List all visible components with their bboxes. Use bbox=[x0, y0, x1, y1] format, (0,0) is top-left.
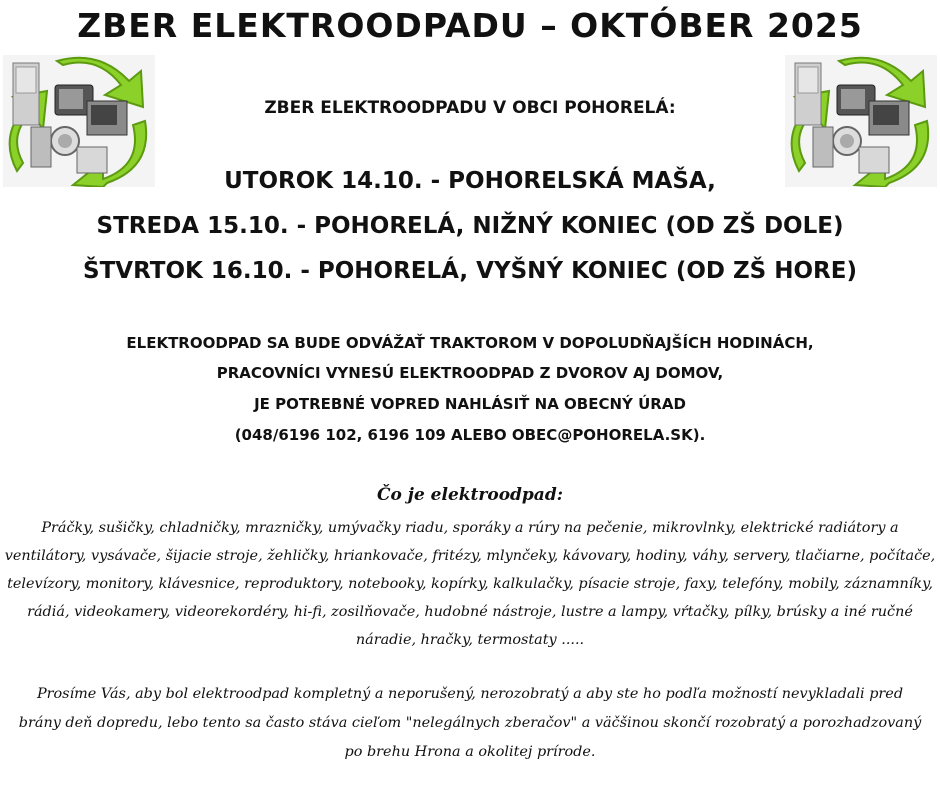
info-line: JE POTREBNÉ VOPRED NAHLÁSIŤ NA OBECNÝ ÚRAD bbox=[254, 395, 686, 413]
subtitle: ZBER ELEKTROODPADU V OBCI POHORELÁ: bbox=[264, 98, 676, 118]
schedule-line: UTOROK 14.10. - POHORELSKÁ MAŠA, bbox=[224, 168, 716, 194]
items-paragraph: Práčky, sušičky, chladničky, mrazničky, umývačky riadu, sporáky a rúry na pečenie, mikrovlnky, elektrické radiátory a ventilátory, vysávače, šijacie stroje, žehličky, hriankovače, fritézy, mlynčeky, kávovary, hodiny, váhy, servery, tlačiarne, počítače, televízory, monitory, klávesnice, reproduktory, notebooky, kopírky, kalkulačky, písacie stroje, faxy, telefóny, mobily, záznamníky, rádiá, videokamery, videorekordéry, hi-fi, zosilňovače, hudobné nástroje, lustre a lampy, vŕtačky, pílky, brúsky a iné ručné náradie, hračky, termostaty ..... bbox=[4, 520, 936, 648]
page-title: ZBER ELEKTROODPADU – OKTÓBER 2025 bbox=[77, 6, 863, 45]
info-line: ELEKTROODPAD SA BUDE ODVÁŽAŤ TRAKTOROM V DOPOLUDŇAJŠÍCH HODINÁCH, bbox=[126, 334, 814, 352]
schedule-line: ŠTVRTOK 16.10. - POHORELÁ, VYŠNÝ KONIEC (OD ZŠ HORE) bbox=[83, 258, 857, 284]
info-line: (048/6196 102, 6196 109 ALEBO OBEC@POHORELA.SK). bbox=[234, 426, 706, 444]
schedule-line: STREDA 15.10. - POHORELÁ, NIŽNÝ KONIEC (OD ZŠ DOLE) bbox=[96, 213, 844, 239]
info-line: PRACOVNÍCI VYNESÚ ELEKTROODPAD Z DVOROV AJ DOMOV, bbox=[216, 364, 724, 382]
notice-paragraph: Prosíme Vás, aby bol elektroodpad kompletný a neporušený, nerozobratý a aby ste ho podľa možností nevykladali pred brány deň dopredu, lebo tento sa často stáva cieľom "nelegálnych zberačov" a väčšinou skončí rozobratý a porozhadzovaný po brehu Hrona a okolitej prírode. bbox=[18, 686, 922, 760]
items-heading: Čo je elektroodpad: bbox=[377, 485, 563, 505]
